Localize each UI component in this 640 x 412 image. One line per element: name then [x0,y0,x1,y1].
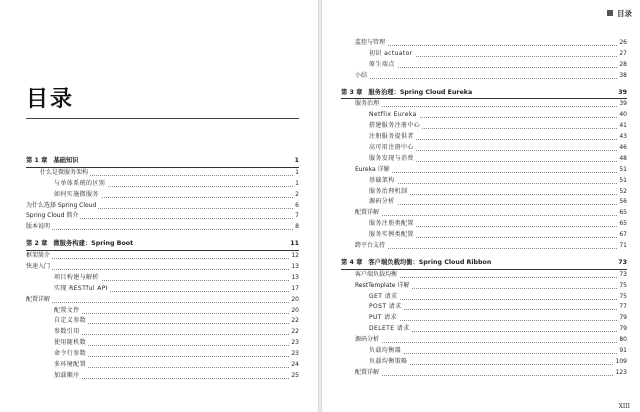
toc-entry-text: 基础知识 [53,157,79,164]
right-page [322,0,640,412]
toc-entry-text: 微服务构建：Spring Boot [53,240,134,248]
toc-entry-text: 监控与管理 [355,39,386,46]
toc-entry-label [355,281,411,292]
leader-dots [355,248,627,249]
toc-page-number: 51 [617,176,627,187]
toc-page-number: 38 [617,71,627,82]
toc-entry-text: 如何实施微服务 [54,190,99,198]
toc-entry-row[interactable] [26,211,299,222]
toc-entry-label [40,168,90,179]
toc-entry-text: 快速入门 [26,263,51,271]
toc-entry-text: 服务实例类配置 [369,231,414,239]
toc-entry-text: 原生端点 [369,60,395,68]
chapter-number: 第 2 章 [26,240,48,248]
toc-page-number: 20 [289,306,299,317]
toc-entry-label [26,201,98,212]
toc-entry-label [54,360,88,371]
toc-entry-label [355,208,381,219]
toc-entry-text: 服务治理：Spring Cloud Eureka [368,88,473,96]
toc-page-number: 109 [614,357,627,368]
leader-dots [355,106,627,107]
toc-entry-text: 为什么选择 Spring Cloud [26,201,97,209]
toc-entry-row[interactable] [54,273,299,284]
toc-page-number: 2 [293,190,299,201]
toc-entry-label [54,273,101,284]
leader-dots [26,302,299,303]
toc-entry-label [355,241,387,252]
toc-entry-text: RestTemplate 详解 [355,281,410,289]
toc-page-number: 56 [617,197,627,208]
toc-entry-row[interactable] [369,219,627,230]
toc-page-number: 75 [617,281,627,292]
toc-entry-text: 参数引用 [54,328,80,336]
toc-entry-row[interactable] [369,176,627,187]
toc-entry-text: Eureka 详解 [355,165,390,173]
toc-entry-row[interactable] [26,222,299,233]
toc-entry-text: 框架简介 [26,252,51,260]
toc-entry-row[interactable] [369,324,627,335]
toc-page-number: 13 [289,273,299,284]
toc-entry-label [369,197,397,208]
toc-page-number: 39 [617,99,627,110]
toc-page-number: 6 [293,201,299,212]
toc-entry-row[interactable] [355,71,627,82]
toc-entry-text: PUT 请求 [369,314,397,322]
leader-dots [26,229,299,230]
toc-entry-label [369,313,399,324]
leader-dots [54,367,299,368]
toc-entry-label [26,222,52,233]
toc-entry-label [54,338,88,349]
toc-entry-text: 使用随机数 [54,339,87,347]
toc-page-number: 17 [289,284,299,295]
toc-entry-label [54,349,88,360]
toc-page-number: 1 [293,179,299,190]
toc-page-number: 20 [289,295,299,306]
chapter-number: 第 3 章 [341,88,363,96]
toc-entry-label [54,316,88,327]
toc-entry-row[interactable] [369,121,627,132]
title-rule [26,118,299,119]
toc-entry-label [369,187,409,198]
leader-dots [355,78,627,79]
toc-entry-row[interactable] [54,316,299,327]
toc-entry-row[interactable] [369,110,627,121]
toc-entry-text: 配置详解 [355,209,380,217]
toc-entry-row[interactable] [54,190,299,201]
toc-entry-text: GET 请求 [369,292,398,300]
toc-entry-text: POST 请求 [369,303,402,311]
toc-chapter-row[interactable] [26,156,299,168]
toc-entry-row[interactable] [369,154,627,165]
toc-entry-row[interactable] [40,168,299,179]
toc-entry-label [369,143,416,154]
toc-entry-label [355,368,381,379]
toc-entry-label [54,306,82,317]
toc-entry-text: 自定义参数 [54,317,87,325]
toc-entry-label [369,176,397,187]
toc-entry-row[interactable] [26,251,299,262]
toc-page-number: 65 [617,219,627,230]
toc-entry-text: 小结 [355,71,368,79]
toc-entry-text: 多环境配置 [54,361,87,369]
toc-entry-label [369,132,416,143]
toc-entry-label [341,88,474,99]
toc-entry-label [26,295,52,306]
toc-entry-text: DELETE 请求 [369,325,410,333]
toc-entry-text: 项目构建与解析 [54,273,99,281]
toc-entry-row[interactable] [355,281,627,292]
toc-entry-label [54,179,107,190]
toc-entry-text: 服务注册类配置 [369,220,414,228]
toc-entry-text: 客户端负载均衡 [355,270,398,278]
toc-page-number: 8 [293,222,299,233]
running-header-text: 目录 [617,9,632,18]
toc-entry-label [369,346,403,357]
toc-page-number: 22 [289,316,299,327]
toc-entry-row[interactable] [54,371,299,382]
leader-dots [355,45,627,46]
toc-title: 目录 [26,86,75,112]
leader-dots [355,342,627,343]
toc-page-number: 79 [617,324,627,335]
toc-page-number: 25 [289,371,299,382]
toc-entry-text: Spring Cloud 简介 [26,212,79,220]
toc-entry-label [355,71,369,82]
toc-page-number: 48 [617,154,627,165]
running-header [607,8,632,19]
toc-entry-label [54,371,82,382]
toc-entry-row[interactable] [369,143,627,154]
toc-page-number: 46 [617,143,627,154]
toc-page-number: 41 [617,121,627,132]
toc-page-number: 77 [617,302,627,313]
toc-entry-row[interactable] [355,368,627,379]
toc-page-number: 80 [617,335,627,346]
toc-page-number: 79 [617,313,627,324]
leader-dots [369,299,627,300]
toc-entry-row[interactable] [369,230,627,241]
toc-page-number: 26 [617,38,627,49]
toc-entry-text: 高可用注册中心 [369,144,414,152]
toc-entry-label [26,239,135,250]
toc-entry-row[interactable] [54,338,299,349]
toc-page-number: 39 [618,88,627,96]
toc-entry-label [54,327,82,338]
leader-dots [54,313,299,314]
toc-page-number: 1 [294,157,299,164]
toc-entry-row[interactable] [369,313,627,324]
toc-entry-text: 服务治理机制 [369,187,408,195]
leader-dots [26,269,299,270]
chapter-number: 第 4 章 [341,258,363,266]
toc-entry-text: 负载均衡策略 [369,357,408,365]
toc-entry-label [26,262,52,273]
toc-entry-text: 版本说明 [26,223,51,231]
toc-entry-text: 什么是微服务架构 [40,168,89,176]
toc-page-number: 73 [618,258,627,266]
toc-entry-text: 命令行参数 [54,350,87,358]
leader-dots [369,353,627,354]
toc-entry-row[interactable] [369,132,627,143]
toc-entry-row[interactable] [26,262,299,273]
toc-entry-row[interactable] [355,335,627,346]
toc-entry-row[interactable] [369,60,627,71]
toc-chapter-row[interactable] [26,239,299,251]
toc-entry-text: 源码分析 [369,198,395,206]
toc-entry-row[interactable] [54,306,299,317]
toc-entry-text: 注册服务提供者 [369,133,414,141]
toc-page-number: 71 [617,241,627,252]
toc-entry-text: 跨平台支持 [355,242,386,250]
leader-dots [369,183,627,184]
toc-entry-label [54,284,110,295]
toc-entry-label [355,99,381,110]
toc-entry-label [369,292,399,303]
toc-entry-label [355,165,392,176]
left-page [0,0,318,412]
toc-entry-label [355,335,381,346]
toc-entry-label [369,49,415,60]
toc-entry-text: 服务发现与消费 [369,154,414,162]
toc-entry-label [369,230,416,241]
toc-page-number: 23 [289,349,299,360]
toc-page-number: 52 [617,187,627,198]
toc-entry-row[interactable] [369,49,627,60]
toc-page-number: 67 [617,230,627,241]
leader-dots [355,172,627,173]
toc-page-number: 7 [293,211,299,222]
toc-page-number: 24 [289,360,299,371]
square-bullet-icon [607,10,613,16]
toc-page-number: 40 [617,110,627,121]
chapter-number: 第 1 章 [26,157,48,164]
leader-dots [369,309,627,310]
toc-page-number: 12 [289,251,299,262]
page-folio: XIII [618,403,630,410]
toc-entry-text: 实现 RESTful API [54,284,108,292]
toc-entry-text: 服务治理 [355,100,380,108]
toc-entry-row[interactable] [54,327,299,338]
toc-entry-text: 基础架构 [369,176,395,184]
toc-entry-row[interactable] [355,208,627,219]
leader-dots [355,375,627,376]
toc-entry-label [369,357,409,368]
toc-entry-row[interactable] [369,302,627,313]
leader-dots [369,320,627,321]
toc-entry-text: 源码分析 [355,336,380,344]
leader-dots [369,204,627,205]
toc-page-number: 51 [617,165,627,176]
toc-entry-row[interactable] [369,357,627,368]
toc-entry-row[interactable] [26,295,299,306]
toc-page-number: 13 [289,262,299,273]
toc-page-number: 11 [290,240,299,248]
toc-page-number: 43 [617,132,627,143]
toc-page-number: 65 [617,208,627,219]
toc-entry-text: Netflix Eureka [369,111,417,119]
toc-entry-row[interactable] [54,179,299,190]
toc-page-number: 23 [289,338,299,349]
toc-page-number: 91 [617,346,627,357]
toc-entry-text: 搭建服务注册中心 [369,122,421,130]
toc-entry-row[interactable] [369,187,627,198]
toc-entry-label [26,211,80,222]
toc-page-number: 1 [293,168,299,179]
toc-entry-row[interactable] [369,292,627,303]
toc-list-right [341,38,627,379]
leader-dots [355,215,627,216]
toc-entry-label [369,154,416,165]
toc-entry-label [26,156,81,167]
toc-entry-row[interactable] [369,197,627,208]
toc-entry-row[interactable] [355,38,627,49]
toc-entry-row[interactable] [26,201,299,212]
toc-entry-label [369,219,416,230]
leader-dots [54,378,299,379]
toc-list-left [26,156,299,382]
toc-page-number: 22 [289,327,299,338]
toc-entry-text: 与单体系统的区别 [54,179,106,187]
toc-entry-text: 配置文件 [54,306,80,314]
toc-page-number: 28 [617,60,627,71]
toc-entry-text: 加载顺序 [54,371,80,379]
toc-chapter-row[interactable] [341,88,627,100]
toc-chapter-row[interactable] [341,258,627,270]
toc-entry-row[interactable] [355,270,627,281]
leader-dots [54,323,299,324]
toc-page-number: 123 [614,368,627,379]
toc-entry-text: 负载均衡器 [369,347,402,355]
toc-entry-row[interactable] [54,284,299,295]
toc-entry-row[interactable] [54,360,299,371]
toc-entry-text: 初识 actuator [369,49,413,57]
toc-entry-label [369,110,419,121]
toc-entry-row[interactable] [355,165,627,176]
toc-page-number: 73 [617,270,627,281]
toc-entry-text: 客户端负载均衡：Spring Cloud Ribbon [368,258,492,266]
toc-entry-label [369,121,422,132]
leader-dots [54,356,299,357]
toc-entry-label [54,190,101,201]
toc-entry-row[interactable] [355,99,627,110]
toc-page-number: 75 [617,292,627,303]
toc-entry-label [355,38,387,49]
leader-dots [26,258,299,259]
toc-entry-text: 配置详解 [355,368,380,376]
leader-dots [54,334,299,335]
toc-entry-label [355,270,399,281]
toc-page-number: 27 [617,49,627,60]
toc-entry-label [26,251,52,262]
toc-entry-label [369,60,397,71]
toc-entry-row[interactable] [54,349,299,360]
toc-entry-label [369,324,412,335]
toc-entry-label [341,258,493,269]
leader-dots [369,67,627,68]
toc-entry-row[interactable] [355,241,627,252]
toc-entry-label [369,302,404,313]
toc-entry-text: 配置详解 [26,295,51,303]
leader-dots [54,345,299,346]
toc-entry-row[interactable] [369,346,627,357]
